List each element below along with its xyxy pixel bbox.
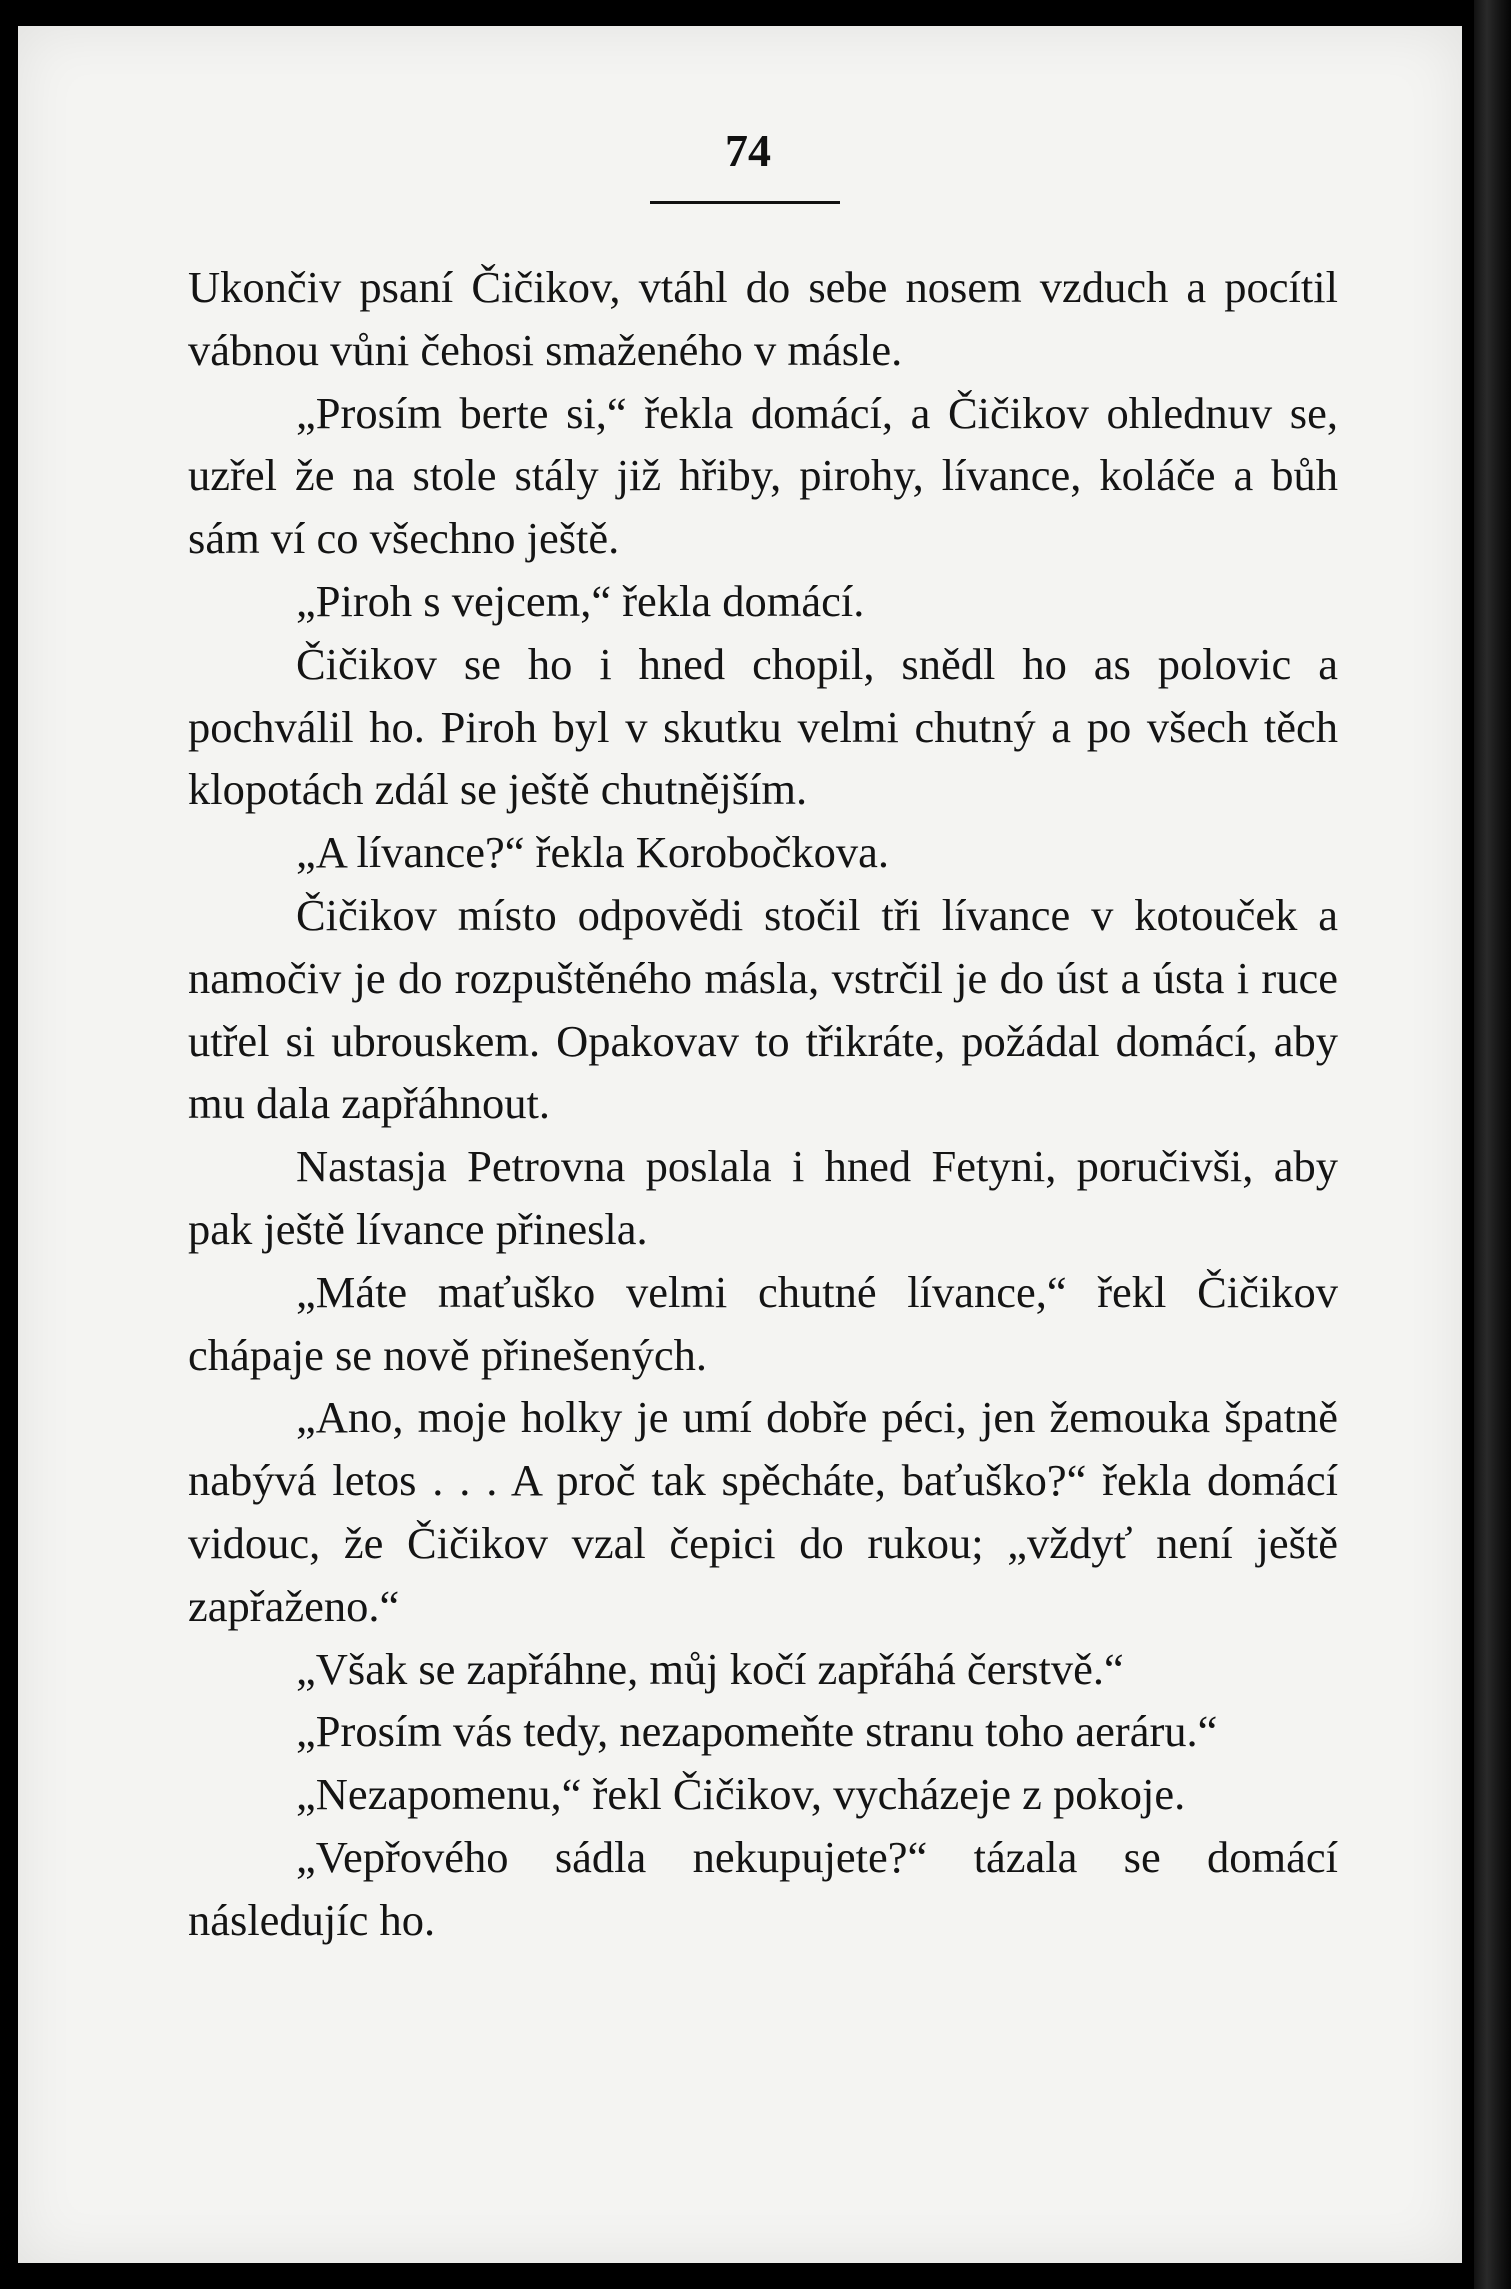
- paragraph: „Nezapomenu,“ řekl Čičikov, vycházeje z pokoje.: [296, 1769, 1186, 1820]
- paragraph: „A lívance?“ řekla Korobočkova.: [296, 827, 890, 878]
- paragraph: Čičikov se ho i hned chopil, snědl ho as polovic a pochválil ho. Piroh byl v skutku velmi chutný a po všech těch klopotách zdál se ještě chutnějším.: [188, 638, 1338, 815]
- paragraph: „Ano, moje holky je umí dobře péci, jen žemouka špatně nabývá letos . . . A proč tak spěcháte, baťuško?“ řekla domácí vidouc, že Čičikov vzal čepici do rukou; „vždyť není ještě zapřaženo.“: [188, 1392, 1338, 1631]
- book-page: [18, 26, 1462, 2263]
- paragraph: „Prosím berte si,“ řekla domácí, a Čičikov ohlednuv se, uzřel že na stole stály již hřiby, pirohy, lívance, koláče a bůh sám ví co všechno ještě.: [188, 387, 1338, 564]
- header-rule: [650, 201, 840, 204]
- paragraph: „Máte maťuško velmi chutné lívance,“ řekl Čičikov chápaje se nově přinešených.: [188, 1266, 1338, 1380]
- paragraph: „Prosím vás tedy, nezapomeňte stranu toho aeráru.“: [296, 1706, 1218, 1757]
- paragraph: „Piroh s vejcem,“ řekla domácí.: [296, 575, 865, 626]
- body-text: [188, 256, 1338, 1952]
- page-number: 74: [725, 125, 771, 176]
- paragraph: „Však se zapřáhne, můj kočí zapřáhá čerstvě.“: [296, 1643, 1124, 1694]
- paragraph: Nastasja Petrovna poslala i hned Fetyni, poručivši, aby pak ještě lívance přinesla.: [188, 1141, 1338, 1254]
- book-edge: [1474, 0, 1511, 2289]
- paragraph: Ukončiv psaní Čičikov, vtáhl do sebe nosem vzduch a pocítil vábnou vůni čehosi smaženého v másle.: [188, 262, 1338, 375]
- paragraph: „Vepřového sádla nekupujete?“ tázala se domácí následujíc ho.: [188, 1831, 1338, 1945]
- paragraph: Čičikov místo odpovědi stočil tři lívance v kotouček a namočiv je do rozpuštěného másla, vstrčil je do úst a ústa i ruce utřel si ubrouskem. Opakovav to třikráte, požádal domácí, aby mu dala zapřáhnout.: [188, 889, 1338, 1129]
